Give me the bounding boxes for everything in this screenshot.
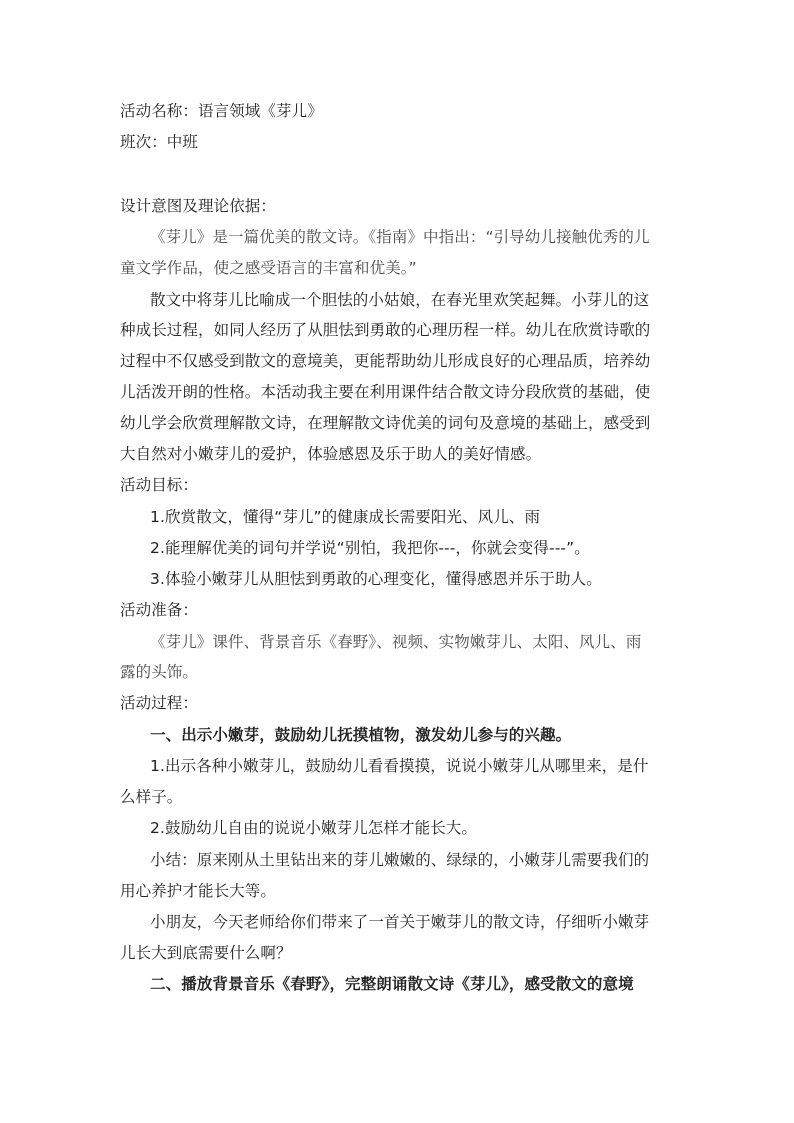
process-step-1-talk-line-1: 小朋友，今天老师给你们带来了一首关于嫩芽儿的散文诗，仔细听小嫩芽 <box>150 913 650 931</box>
process-step-1-title: 一、出示小嫩芽，鼓励幼儿抚摸植物，激发幼儿参与的兴趣。 <box>150 726 572 744</box>
design-paragraph-1-line-2: 童文学作品，使之感受语言的丰富和优美。” <box>120 259 417 277</box>
process-heading: 活动过程： <box>120 694 199 712</box>
class-level: 班次：中班 <box>120 133 199 151</box>
goal-item-1: 1.欣赏散文，懂得“芽儿”的健康成长需要阳光、风儿、雨 <box>150 508 541 526</box>
design-paragraph-2-line-6: 大自然对小嫩芽儿的爱护，体验感恩及乐于助人的美好情感。 <box>120 445 542 463</box>
process-step-1-summary-line-1: 小结：原来刚从土里钻出来的芽儿嫩嫩的、绿绿的，小嫩芽儿需要我们的 <box>150 851 650 869</box>
design-paragraph-2-line-3: 过程中不仅感受到散文的意境美，更能帮助幼儿形成良好的心理品质，培养幼 <box>120 352 651 370</box>
activity-name: 活动名称：语言领域《芽儿》 <box>120 102 323 120</box>
process-step-2-title: 二、播放背景音乐《春野》，完整朗诵散文诗《芽儿》，感受散文的意境 <box>150 975 634 993</box>
design-paragraph-2-line-5: 幼儿学会欣赏理解散文诗，在理解散文诗优美的词句及意境的基础上，感受到 <box>120 414 651 432</box>
process-step-1-summary-line-2: 用心养护才能长大等。 <box>120 882 277 900</box>
process-step-1-item-1-line-1: 1.出示各种小嫩芽儿，鼓励幼儿看看摸摸，说说小嫩芽儿从哪里来，是什 <box>150 757 649 775</box>
goal-item-3: 3.体验小嫩芽儿从胆怯到勇敢的心理变化，懂得感恩并乐于助人。 <box>150 570 602 588</box>
design-paragraph-2-line-2: 种成长过程，如同人经历了从胆怯到勇敢的心理历程一样。幼儿在欣赏诗歌的 <box>120 321 651 339</box>
goal-item-2: 2.能理解优美的词句并学说“别怕，我把你---，你就会变得---”。 <box>150 539 590 557</box>
process-step-1-item-2: 2.鼓励幼儿自由的说说小嫩芽儿怎样才能长大。 <box>150 819 477 837</box>
design-paragraph-2-line-4: 儿活泼开朗的性格。本活动我主要在利用课件结合散文诗分段欣赏的基础，使 <box>120 383 651 401</box>
prep-line-1: 《芽儿》课件、背景音乐《春野》、视频、实物嫩芽儿、太阳、风儿、雨 <box>150 633 642 651</box>
goals-heading: 活动目标： <box>120 476 199 494</box>
design-paragraph-1-line-1: 《芽儿》是一篇优美的散文诗。《指南》中指出：“引导幼儿接触优秀的儿 <box>150 228 650 246</box>
design-paragraph-2-line-1: 散文中将芽儿比喻成一个胆怯的小姑娘，在春光里欢笑起舞。小芽儿的这 <box>150 291 650 309</box>
process-step-1-talk-line-2: 儿长大到底需要什么啊？ <box>120 944 292 962</box>
prep-line-2: 露的头饰。 <box>120 663 199 681</box>
design-heading: 设计意图及理论依据： <box>120 197 277 215</box>
prep-heading: 活动准备： <box>120 601 199 619</box>
process-step-1-item-1-line-2: 么样子。 <box>120 788 183 806</box>
